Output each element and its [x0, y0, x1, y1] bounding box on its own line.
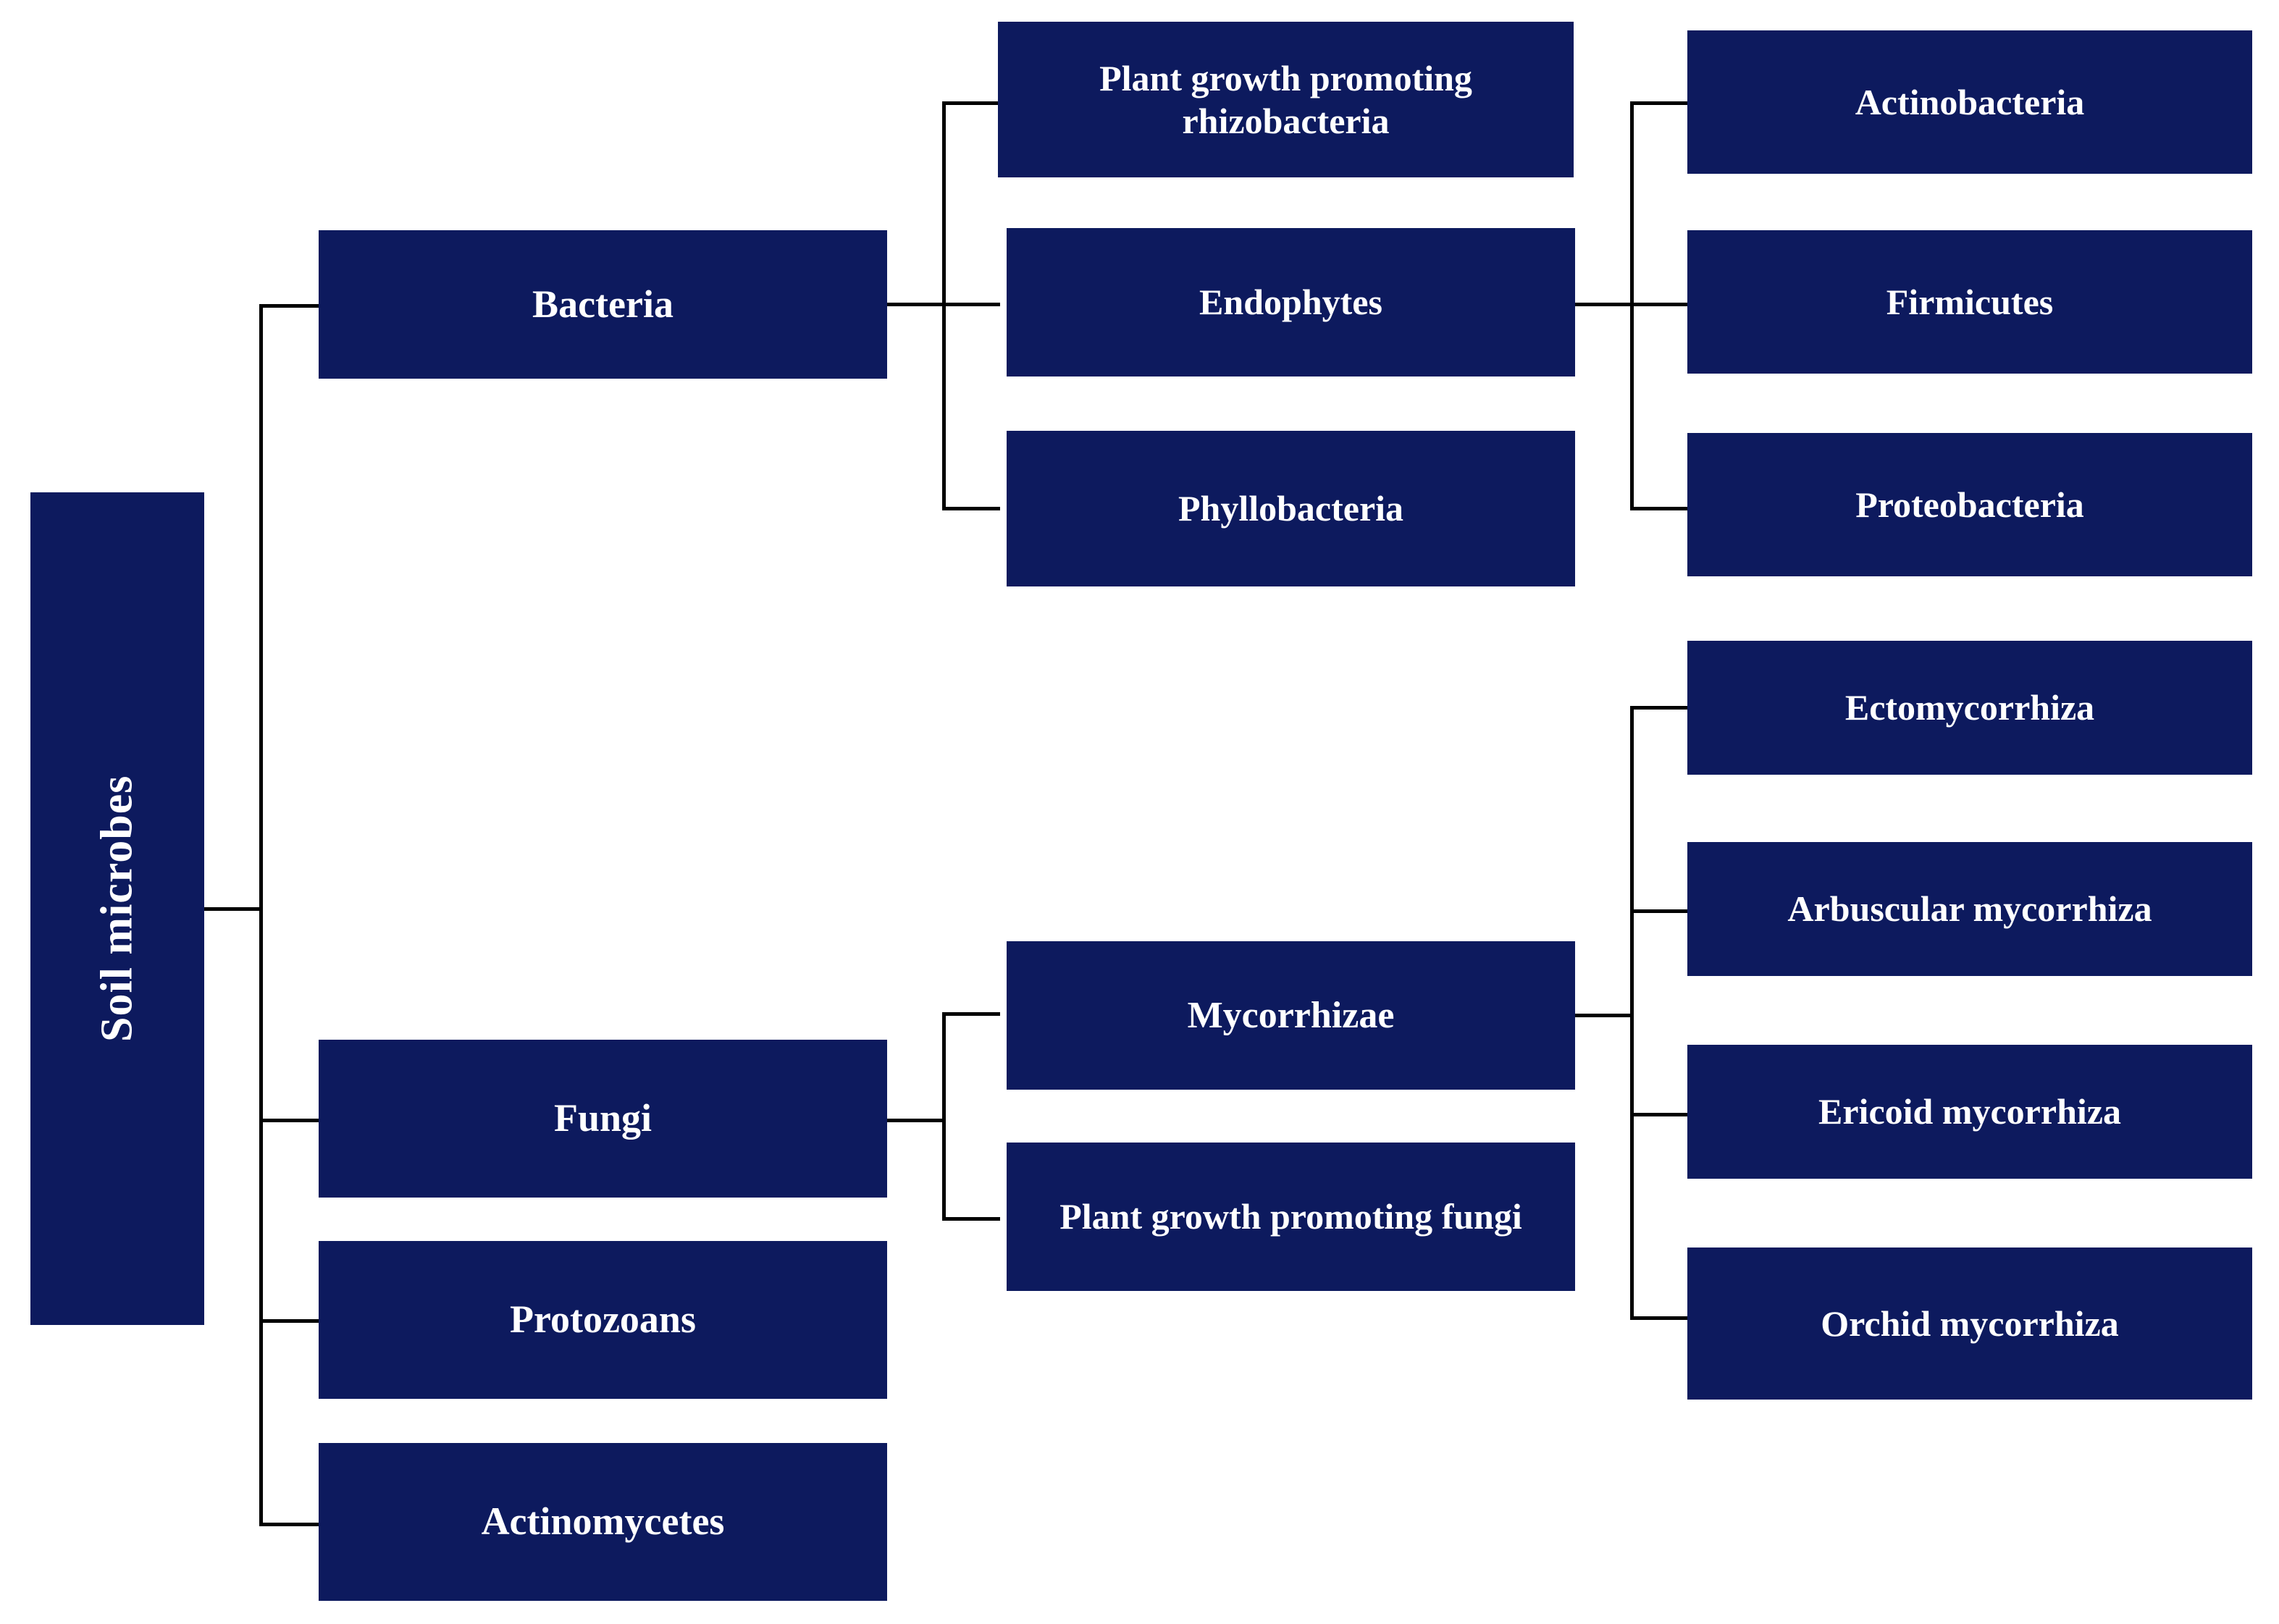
connector-mycorrhizae-out	[1575, 1014, 1633, 1017]
node-arbuscular-mycorrhiza[interactable]: Arbuscular mycorrhiza	[1687, 842, 2252, 976]
connector-stub-phyllobacteria	[942, 507, 1000, 510]
node-protozoans[interactable]: Protozoans	[319, 1241, 887, 1399]
connector-stub-ericoid-mycorrhiza	[1630, 1113, 1688, 1116]
node-proteobacteria[interactable]: Proteobacteria	[1687, 433, 2252, 576]
connector-stub-proteobacteria	[1630, 507, 1688, 510]
node-mycorrhizae[interactable]: Mycorrhizae	[1007, 941, 1575, 1090]
node-endophytes[interactable]: Endophytes	[1007, 228, 1575, 376]
node-phyllobacteria[interactable]: Phyllobacteria	[1007, 431, 1575, 586]
connector-endophytes-out	[1575, 303, 1633, 306]
connector-stub-pgpr	[942, 101, 1000, 105]
node-ericoid-mycorrhiza[interactable]: Ericoid mycorrhiza	[1687, 1045, 2252, 1179]
node-firmicutes[interactable]: Firmicutes	[1687, 230, 2252, 374]
connector-stub-bacteria	[259, 304, 319, 308]
node-orchid-mycorrhiza[interactable]: Orchid mycorrhiza	[1687, 1248, 2252, 1400]
connector-stub-arbuscular-mycorrhiza	[1630, 909, 1688, 913]
connector-mycorrhizae-spine	[1630, 706, 1634, 1318]
node-fungi[interactable]: Fungi	[319, 1040, 887, 1198]
connector-fungi-spine	[942, 1012, 946, 1221]
connector-stub-actinobacteria	[1630, 101, 1688, 105]
node-pgpr[interactable]: Plant growth promoting rhizobacteria	[998, 22, 1574, 177]
node-bacteria[interactable]: Bacteria	[319, 230, 887, 379]
node-ectomycorrhiza[interactable]: Ectomycorrhiza	[1687, 641, 2252, 775]
connector-bacteria-out	[887, 303, 945, 306]
connector-stub-mycorrhizae	[942, 1012, 1000, 1016]
node-soil-microbes[interactable]: Soil microbes	[30, 492, 204, 1325]
connector-stub-protozoans	[259, 1319, 319, 1323]
connector-stub-pgpf	[942, 1217, 1000, 1221]
connector-stub-endophytes	[942, 303, 1000, 306]
connector-fungi-out	[887, 1119, 945, 1122]
connector-stub-actinomycetes	[259, 1523, 319, 1526]
node-pgpf[interactable]: Plant growth promoting fungi	[1007, 1143, 1575, 1291]
node-actinobacteria[interactable]: Actinobacteria	[1687, 30, 2252, 174]
connector-stub-fungi	[259, 1119, 319, 1122]
connector-stub-orchid-mycorrhiza	[1630, 1316, 1688, 1320]
connector-root-stub	[204, 907, 262, 911]
connector-stub-ectomycorrhiza	[1630, 706, 1688, 710]
connector-level1-spine	[259, 304, 263, 1526]
connector-stub-firmicutes	[1630, 303, 1688, 306]
node-actinomycetes[interactable]: Actinomycetes	[319, 1443, 887, 1601]
